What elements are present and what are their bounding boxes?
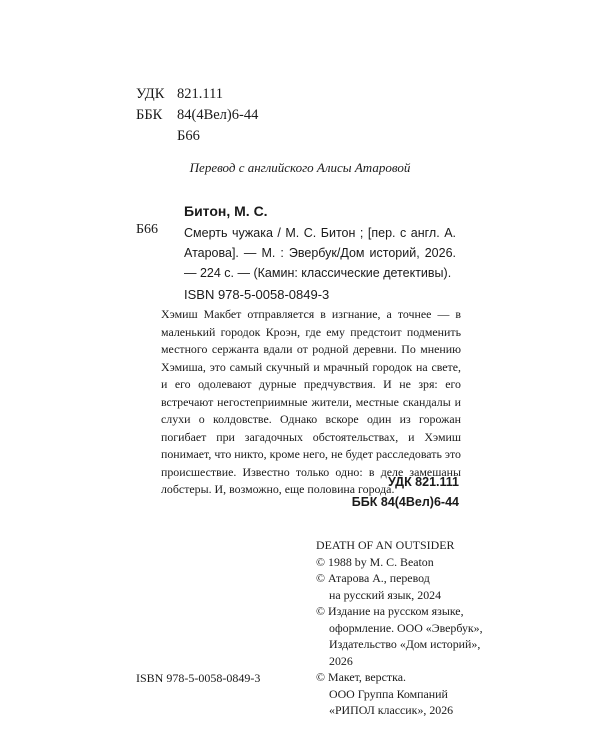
udk-right: УДК 821.111 — [388, 475, 459, 489]
copyright-line: на русский язык, 2024 — [329, 587, 442, 602]
copyright-line: ООО Группа Компаний — [329, 686, 448, 701]
bbk-label: ББК — [136, 107, 163, 123]
catalog-code: Б66 — [136, 222, 159, 237]
copyright-line: © Атарова А., перевод — [316, 571, 430, 585]
translator-note: Перевод с английского Алисы Атаровой — [189, 160, 411, 175]
copyright-line: © 1988 by M. C. Beaton — [316, 554, 434, 569]
classification-block — [136, 84, 258, 147]
bbk-right: ББК 84(4Вел)6-44 — [351, 495, 459, 509]
author-mark: Б66 — [177, 128, 200, 144]
copyright-line: 2026 — [329, 653, 353, 668]
catalog-description: Смерть чужака / М. С. Битон ; [пер. с англ. А. Атарова]. — М. : Эвербук/Дом историй, 2026. — 224 с. — (Камин: классические детективы). — [184, 226, 456, 280]
isbn-bottom: ISBN 978-5-0058-0849-3 — [136, 671, 261, 685]
original-title: DEATH OF AN OUTSIDER — [316, 538, 455, 552]
catalog-author: Битон, М. С. — [184, 203, 268, 219]
copyright-line: Издательство «Дом историй», — [329, 637, 481, 651]
copyright-line: © Издание на русском языке, — [316, 604, 464, 618]
copyright-line: © Макет, верстка. — [316, 670, 406, 684]
catalog-isbn: ISBN 978-5-0058-0849-3 — [184, 287, 330, 302]
codes-right — [352, 472, 459, 512]
annotation — [161, 306, 461, 499]
udk-label: УДК — [136, 86, 165, 102]
copyright-line: оформление. ООО «Эвербук», — [329, 620, 483, 635]
annotation-text: Хэмиш Макбет отправляется в изгнание, а точнее — в маленький городок Кроэн, где ему предстоит подменить местного сержанта вдали от родной деревни. По мнению Хэмиша, это самый скучный и мрачный городок на свете, и его одолевают дурные предчувствия. И не зря: его встречают негостеприимные жители, местные скандалы и слухи о колдовстве. Однако вскоре один из горожан погибает при загадочных обстоятельствах, и Хэмиш понимает, что никто, кроме него, не будет расследовать это происшествие. Известно только одно: в деле замешаны лобстеры. И, возможно, еще половина города. — [161, 307, 461, 496]
copyright-line: «РИПОЛ классик», 2026 — [329, 703, 454, 717]
udk-value: 821.111 — [177, 86, 224, 102]
bbk-value: 84(4Вел)6-44 — [177, 107, 259, 123]
copyright-block — [316, 537, 486, 719]
